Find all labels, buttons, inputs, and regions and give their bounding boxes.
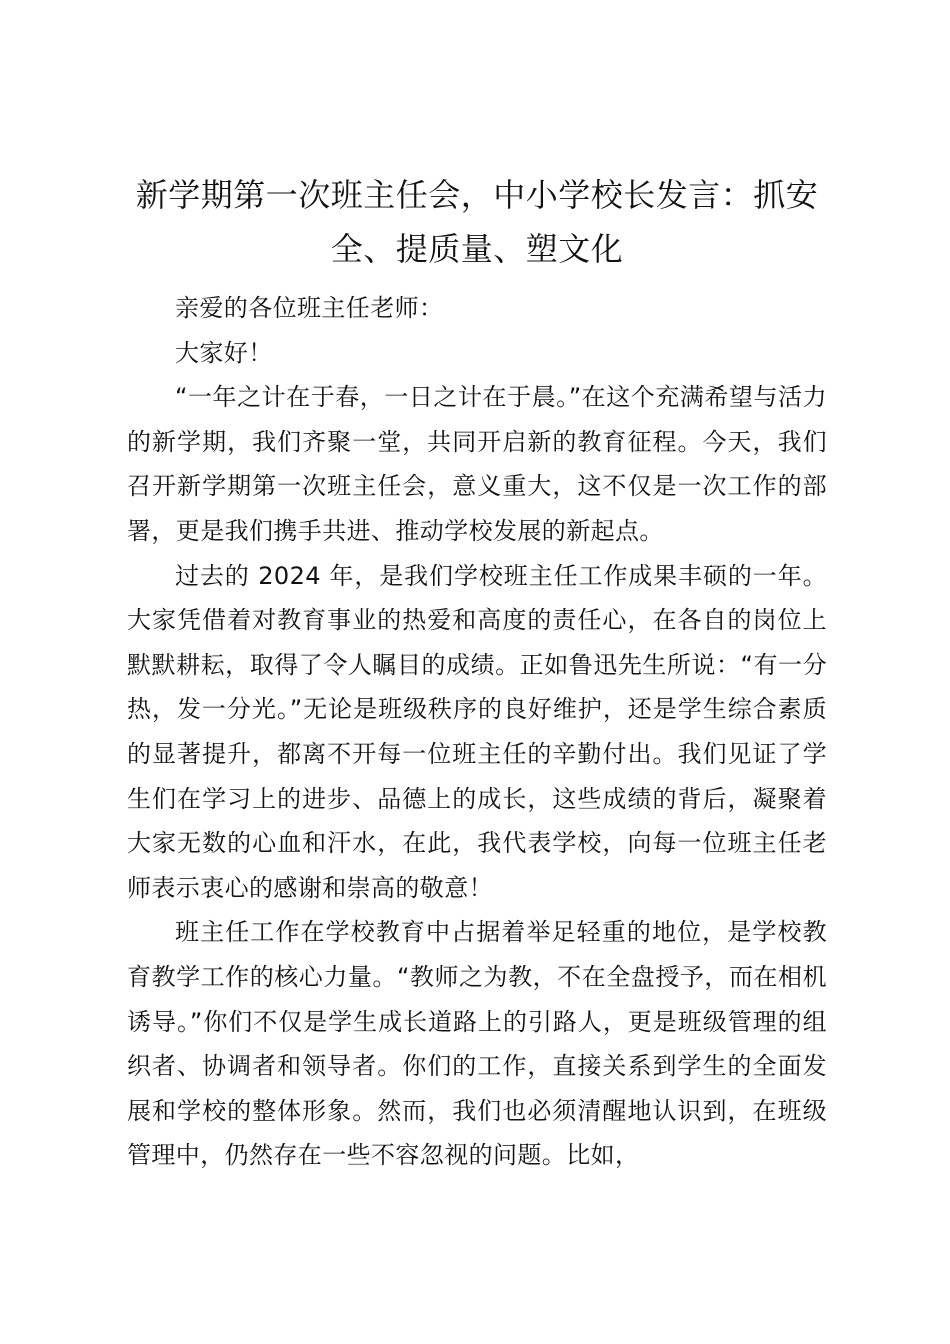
greeting-line: 亲爱的各位班主任老师： xyxy=(175,294,444,322)
document-body xyxy=(127,168,827,1178)
document-title: 新学期第一次班主任会，中小学校长发言：抓安全、提质量、塑文化 xyxy=(135,176,819,268)
salutation-line: 大家好！ xyxy=(175,338,273,367)
body-paragraph: 过去的 2024 年，是我们学校班主任工作成果丰硕的一年。大家凭借着对教育事业的热爱和高度的责任心，在各自的岗位上默默耕耘，取得了令人瞩目的成绩。正如鲁迅先生所说：“有一分热，发一分光。”无论是班级秩序的良好维护，还是学生综合素质的显著提升，都离不开每一位班主任的辛勤付出。我们见证了学生们在学习上的进步、品德上的成长，这些成绩的背后，凝聚着大家无数的心血和汗水，在此，我代表学校，向每一位班主任老师表示衷心的感谢和崇高的敬意！ xyxy=(127,561,827,902)
body-paragraph: 班主任工作在学校教育中占据着举足轻重的地位，是学校教育教学工作的核心力量。“教师之为教，不在全盘授予，而在相机诱导。”你们不仅是学生成长道路上的引路人，更是班级管理的组织者、协调者和领导者。你们的工作，直接关系到学生的全面发展和学校的整体形象。然而，我们也必须清醒地认识到，在班级管理中，仍然存在一些不容忽视的问题。比如， xyxy=(127,918,827,1170)
body-paragraph: “一年之计在于春，一日之计在于晨。”在这个充满希望与活力的新学期，我们齐聚一堂，共同开启新的教育征程。今天，我们召开新学期第一次班主任会，意义重大，这不仅是一次工作的部署，更是我们携手共进、推动学校发展的新起点。 xyxy=(127,383,827,545)
